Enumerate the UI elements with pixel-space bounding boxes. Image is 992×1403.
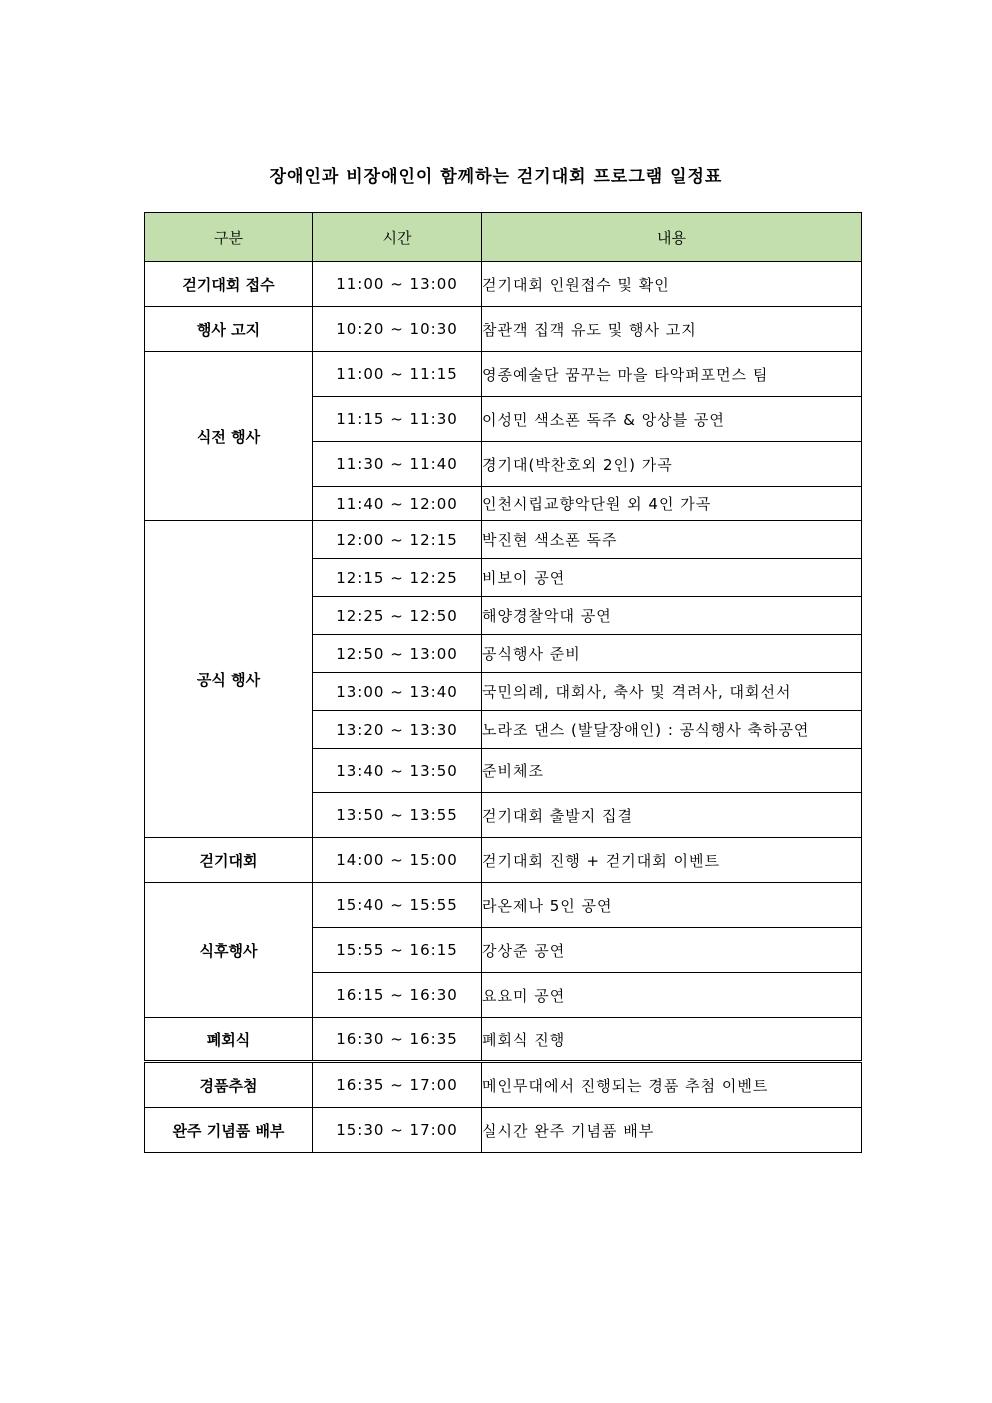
- content-cell: 해양경찰악대 공연: [482, 597, 862, 635]
- table-header-row: [145, 213, 862, 262]
- time-cell: 13:20 ~ 13:30: [313, 711, 482, 749]
- content-cell: 걷기대회 인원접수 및 확인: [482, 262, 862, 307]
- content-cell: 메인무대에서 진행되는 경품 추첨 이벤트: [482, 1062, 862, 1108]
- table-row: [145, 883, 862, 928]
- content-cell: 영종예술단 꿈꾸는 마을 타악퍼포먼스 팀: [482, 352, 862, 397]
- category-cell: 걷기대회: [145, 838, 313, 883]
- time-cell: 11:15 ~ 11:30: [313, 397, 482, 442]
- time-cell: 12:15 ~ 12:25: [313, 559, 482, 597]
- table-row: [145, 521, 862, 559]
- content-cell: 폐회식 진행: [482, 1018, 862, 1062]
- table-row: [145, 307, 862, 352]
- content-cell: 경기대(박찬호외 2인) 가곡: [482, 442, 862, 487]
- time-cell: 13:50 ~ 13:55: [313, 793, 482, 838]
- time-cell: 10:20 ~ 10:30: [313, 307, 482, 352]
- category-cell: 경품추첨: [145, 1062, 313, 1108]
- time-cell: 16:15 ~ 16:30: [313, 973, 482, 1018]
- header-content: 내용: [482, 213, 862, 262]
- category-cell: 행사 고지: [145, 307, 313, 352]
- time-cell: 15:40 ~ 15:55: [313, 883, 482, 928]
- content-cell: 국민의례, 대회사, 축사 및 격려사, 대회선서: [482, 673, 862, 711]
- content-cell: 박진현 색소폰 독주: [482, 521, 862, 559]
- header-category: 구분: [145, 213, 313, 262]
- header-time: 시간: [313, 213, 482, 262]
- time-cell: 12:50 ~ 13:00: [313, 635, 482, 673]
- content-cell: 걷기대회 진행 + 걷기대회 이벤트: [482, 838, 862, 883]
- time-cell: 11:40 ~ 12:00: [313, 487, 482, 521]
- time-cell: 13:40 ~ 13:50: [313, 749, 482, 793]
- category-cell: 식전 행사: [145, 352, 313, 521]
- time-cell: 12:00 ~ 12:15: [313, 521, 482, 559]
- page-title: 장애인과 비장애인이 함께하는 걷기대회 프로그램 일정표: [269, 167, 723, 187]
- time-cell: 11:00 ~ 11:15: [313, 352, 482, 397]
- content-cell: 노라조 댄스 (발달장애인) : 공식행사 축하공연: [482, 711, 862, 749]
- table-row: [145, 352, 862, 397]
- content-cell: 라온제나 5인 공연: [482, 883, 862, 928]
- table-row: [145, 1108, 862, 1153]
- time-cell: 13:00 ~ 13:40: [313, 673, 482, 711]
- content-cell: 요요미 공연: [482, 973, 862, 1018]
- time-cell: 15:55 ~ 16:15: [313, 928, 482, 973]
- category-cell: 완주 기념품 배부: [145, 1108, 313, 1153]
- content-cell: 비보이 공연: [482, 559, 862, 597]
- content-cell: 준비체조: [482, 749, 862, 793]
- content-cell: 걷기대회 출발지 집결: [482, 793, 862, 838]
- category-cell: 폐회식: [145, 1018, 313, 1062]
- time-cell: 14:00 ~ 15:00: [313, 838, 482, 883]
- time-cell: 16:35 ~ 17:00: [313, 1062, 482, 1108]
- category-cell: 공식 행사: [145, 521, 313, 838]
- content-cell: 실시간 완주 기념품 배부: [482, 1108, 862, 1153]
- category-cell: 걷기대회 접수: [145, 262, 313, 307]
- time-cell: 16:30 ~ 16:35: [313, 1018, 482, 1062]
- category-cell: 식후행사: [145, 883, 313, 1018]
- content-cell: 강상준 공연: [482, 928, 862, 973]
- schedule-table: [144, 212, 862, 1153]
- content-cell: 이성민 색소폰 독주 & 앙상블 공연: [482, 397, 862, 442]
- content-cell: 공식행사 준비: [482, 635, 862, 673]
- time-cell: 11:30 ~ 11:40: [313, 442, 482, 487]
- content-cell: 인천시립교향악단원 외 4인 가곡: [482, 487, 862, 521]
- table-row: [145, 838, 862, 883]
- content-cell: 참관객 집객 유도 및 행사 고지: [482, 307, 862, 352]
- table-row: [145, 1062, 862, 1108]
- time-cell: 11:00 ~ 13:00: [313, 262, 482, 307]
- table-row: [145, 262, 862, 307]
- time-cell: 12:25 ~ 12:50: [313, 597, 482, 635]
- time-cell: 15:30 ~ 17:00: [313, 1108, 482, 1153]
- table-row: [145, 1018, 862, 1062]
